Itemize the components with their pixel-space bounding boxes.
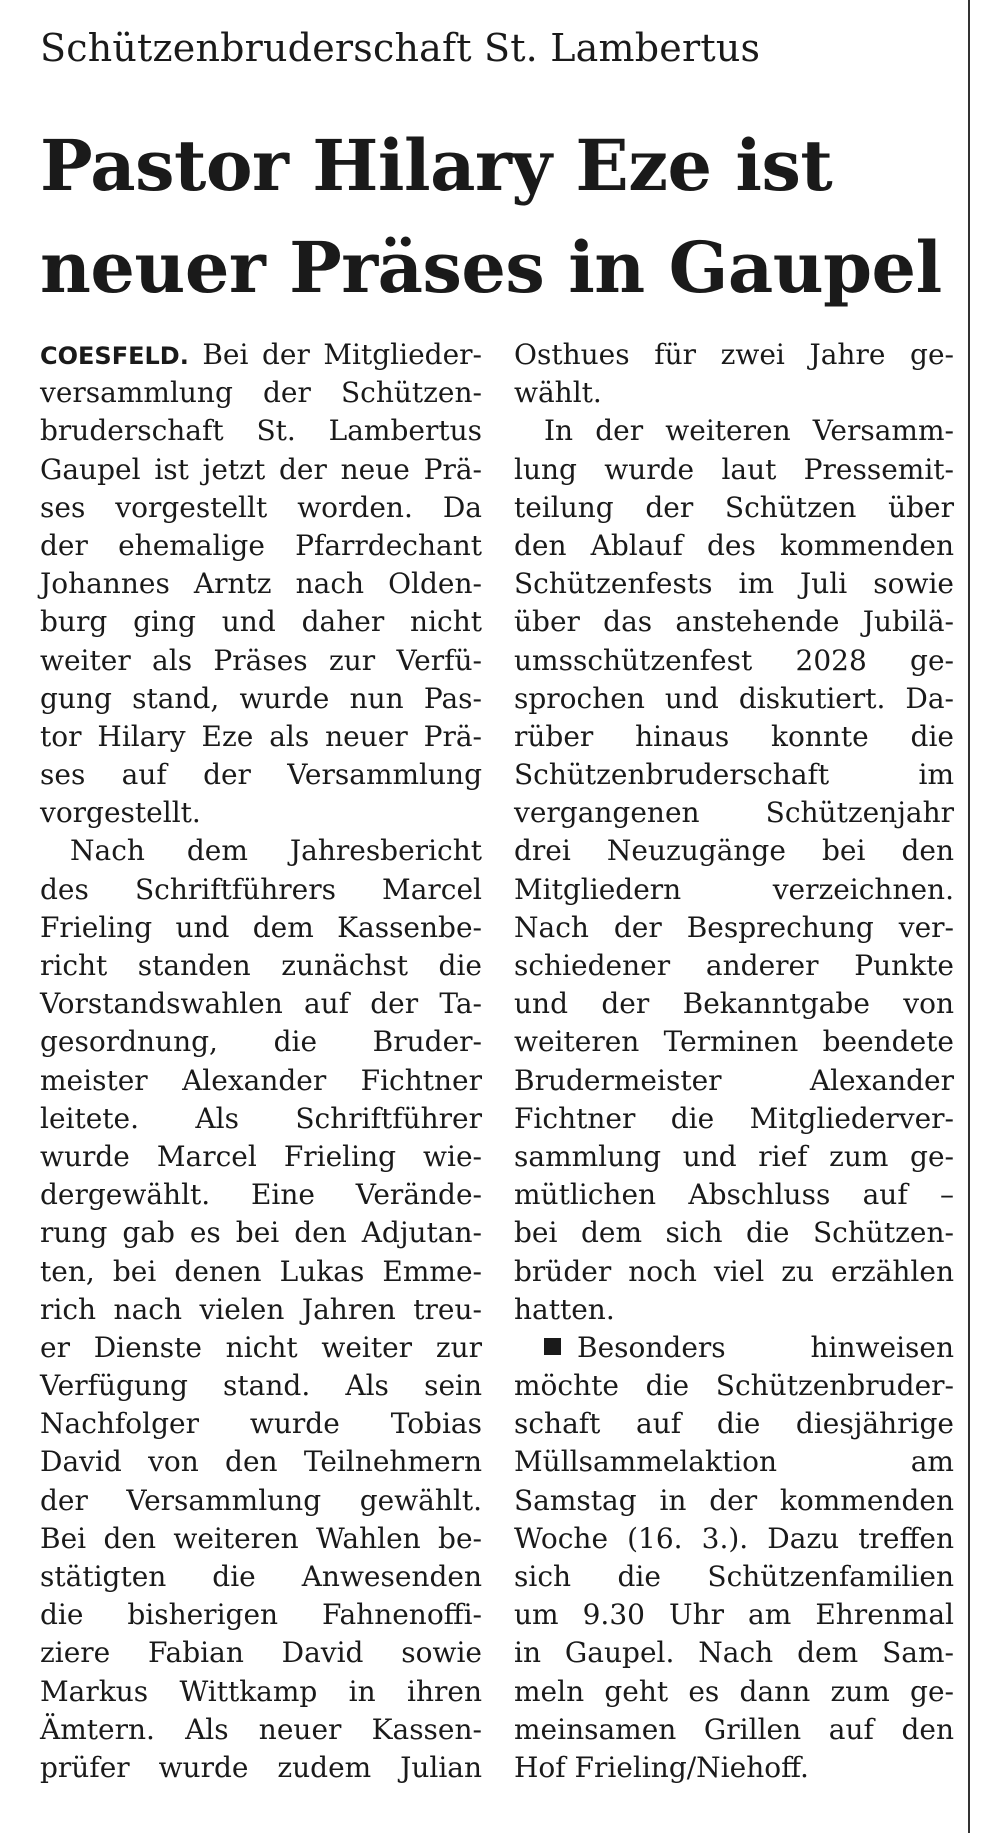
text-line: stätigten die Anwesenden (40, 1560, 482, 1593)
text-line: vergangenen Schützenjahr (514, 796, 954, 830)
text-line: Woche (16. 3.). Dazu treffen (514, 1521, 954, 1555)
text-line: umsschützenfest 2028 ge- (514, 643, 954, 677)
text-line: Nach der Besprechung ver- (514, 910, 954, 944)
article-column-left (40, 336, 482, 1787)
text-line: meln geht es dann zum ge- (514, 1674, 954, 1708)
text-line: wählt. (514, 376, 602, 410)
article-kicker: Schützenbruderschaft St. Lambertus (40, 26, 761, 70)
text-line: mütlichen Abschluss auf – (514, 1178, 954, 1212)
text-line: Markus Wittkamp in ihren (40, 1674, 482, 1708)
text-line: Johannes Arntz nach Olden- (40, 567, 482, 601)
text-line: rung gab es bei den Adjutan- (40, 1216, 482, 1250)
text-line: Osthues für zwei Jahre ge- (514, 338, 954, 371)
text-line: Gaupel ist jetzt der neue Prä- (40, 452, 482, 486)
text-line: teilung der Schützen über (514, 490, 954, 524)
headline-line: Pastor Hilary Eze ist (40, 124, 833, 207)
text-line: ziere Fabian David sowie (40, 1636, 482, 1670)
article-column-right (514, 336, 954, 1787)
text-line: sprochen und diskutiert. Da- (514, 681, 954, 715)
text-line: des Schriftführers Marcel (40, 872, 482, 906)
dateline: COESFELD. (40, 342, 189, 370)
article-headline (40, 115, 942, 319)
text-line: Ämtern. Als neuer Kassen- (40, 1712, 482, 1746)
line-text: Besonders hinweisen (577, 1330, 954, 1364)
text-line: bei dem sich die Schützen- (514, 1216, 954, 1250)
text-line: burg ging und daher nicht (40, 605, 482, 639)
text-line: richt standen zunächst die (40, 949, 482, 982)
text-line: gesordnung, die Bruder- (40, 1025, 482, 1059)
text-line: bruderschaft St. Lambertus (40, 414, 482, 448)
text-line: weiter als Präses zur Verfü- (40, 643, 482, 677)
text-line: tor Hilary Eze als neuer Prä- (40, 719, 482, 753)
text-line: rich nach vielen Jahren treu- (40, 1292, 482, 1326)
text-line: Vorstandswahlen auf der Ta- (40, 987, 482, 1021)
text-line: drei Neuzugänge bei den (514, 834, 954, 868)
text-line: Samstag in der kommenden (514, 1483, 954, 1517)
text-line: Hof Frieling/Niehoff. (514, 1750, 809, 1784)
text-line: schiedener anderer Punkte (514, 949, 954, 982)
text-line: über das anstehende Jubilä- (514, 605, 954, 639)
text-line: sich die Schützenfamilien (514, 1560, 954, 1593)
text-line: dergewählt. Eine Verände- (40, 1178, 482, 1212)
text-line: Nachfolger wurde Tobias (40, 1407, 482, 1441)
text-line: versammlung der Schützen- (40, 376, 482, 410)
text-line: ten, bei denen Lukas Emme- (40, 1254, 482, 1288)
text-line: Verfügung stand. Als sein (40, 1369, 482, 1403)
text-line: die bisherigen Fahnenoffi- (40, 1598, 482, 1632)
text-line: Schützenfests im Juli sowie (514, 567, 954, 601)
text-line: vorgestellt. (40, 796, 201, 830)
text-line: sammlung und rief zum ge- (514, 1139, 954, 1173)
text-line: weiteren Terminen beendete (514, 1025, 954, 1059)
line-text: Bei der Mitglieder- (188, 338, 482, 371)
text-line: er Dienste nicht weiter zur (40, 1330, 482, 1364)
text-line: der Versammlung gewählt. (40, 1483, 482, 1517)
text-line: Brudermeister Alexander (514, 1063, 954, 1097)
text-line: prüfer wurde zudem Julian (40, 1750, 482, 1784)
text-line: in Gaupel. Nach dem Sam- (514, 1636, 954, 1670)
text-line: wurde Marcel Frieling wie- (40, 1139, 482, 1173)
text-line: Schützenbruderschaft im (514, 758, 954, 792)
text-line: Müllsammelaktion am (514, 1445, 954, 1479)
text-line: hatten. (514, 1292, 615, 1326)
text-line (40, 336, 482, 374)
text-line: um 9.30 Uhr am Ehrenmal (514, 1598, 954, 1632)
square-bullet-icon (544, 1338, 561, 1355)
text-line: leitete. Als Schriftführer (40, 1101, 482, 1135)
text-line: Frieling und dem Kassenbe- (40, 910, 482, 944)
text-line: schaft auf die diesjährige (514, 1407, 954, 1441)
text-line: Bei den weiteren Wahlen be- (40, 1521, 482, 1555)
text-line: möchte die Schützenbruder- (514, 1369, 954, 1403)
text-line: und der Bekanntgabe von (514, 987, 954, 1021)
text-line: Mitgliedern verzeichnen. (514, 872, 954, 906)
text-line: den Ablauf des kommenden (514, 528, 954, 562)
text-line: ses vorgestellt worden. Da (40, 490, 482, 524)
text-line: der ehemalige Pfarrdechant (40, 528, 482, 562)
text-line: meinsamen Grillen auf den (514, 1712, 954, 1746)
column-rule (968, 0, 970, 1833)
text-line: David von den Teilnehmern (40, 1445, 482, 1479)
headline-line: neuer Präses in Gaupel (40, 226, 942, 309)
text-line: rüber hinaus konnte die (514, 719, 954, 753)
text-line: gung stand, wurde nun Pas- (40, 681, 482, 715)
text-line: lung wurde laut Pressemit- (514, 452, 954, 486)
text-line: Fichtner die Mitgliederver- (514, 1101, 954, 1135)
text-line: ses auf der Versammlung (40, 758, 482, 792)
text-line: In der weiteren Versamm- (544, 414, 954, 448)
text-line (514, 1329, 954, 1367)
text-line: Nach dem Jahresbericht (70, 834, 482, 868)
text-line: brüder noch viel zu erzählen (514, 1254, 954, 1288)
text-line: meister Alexander Fichtner (40, 1063, 482, 1097)
